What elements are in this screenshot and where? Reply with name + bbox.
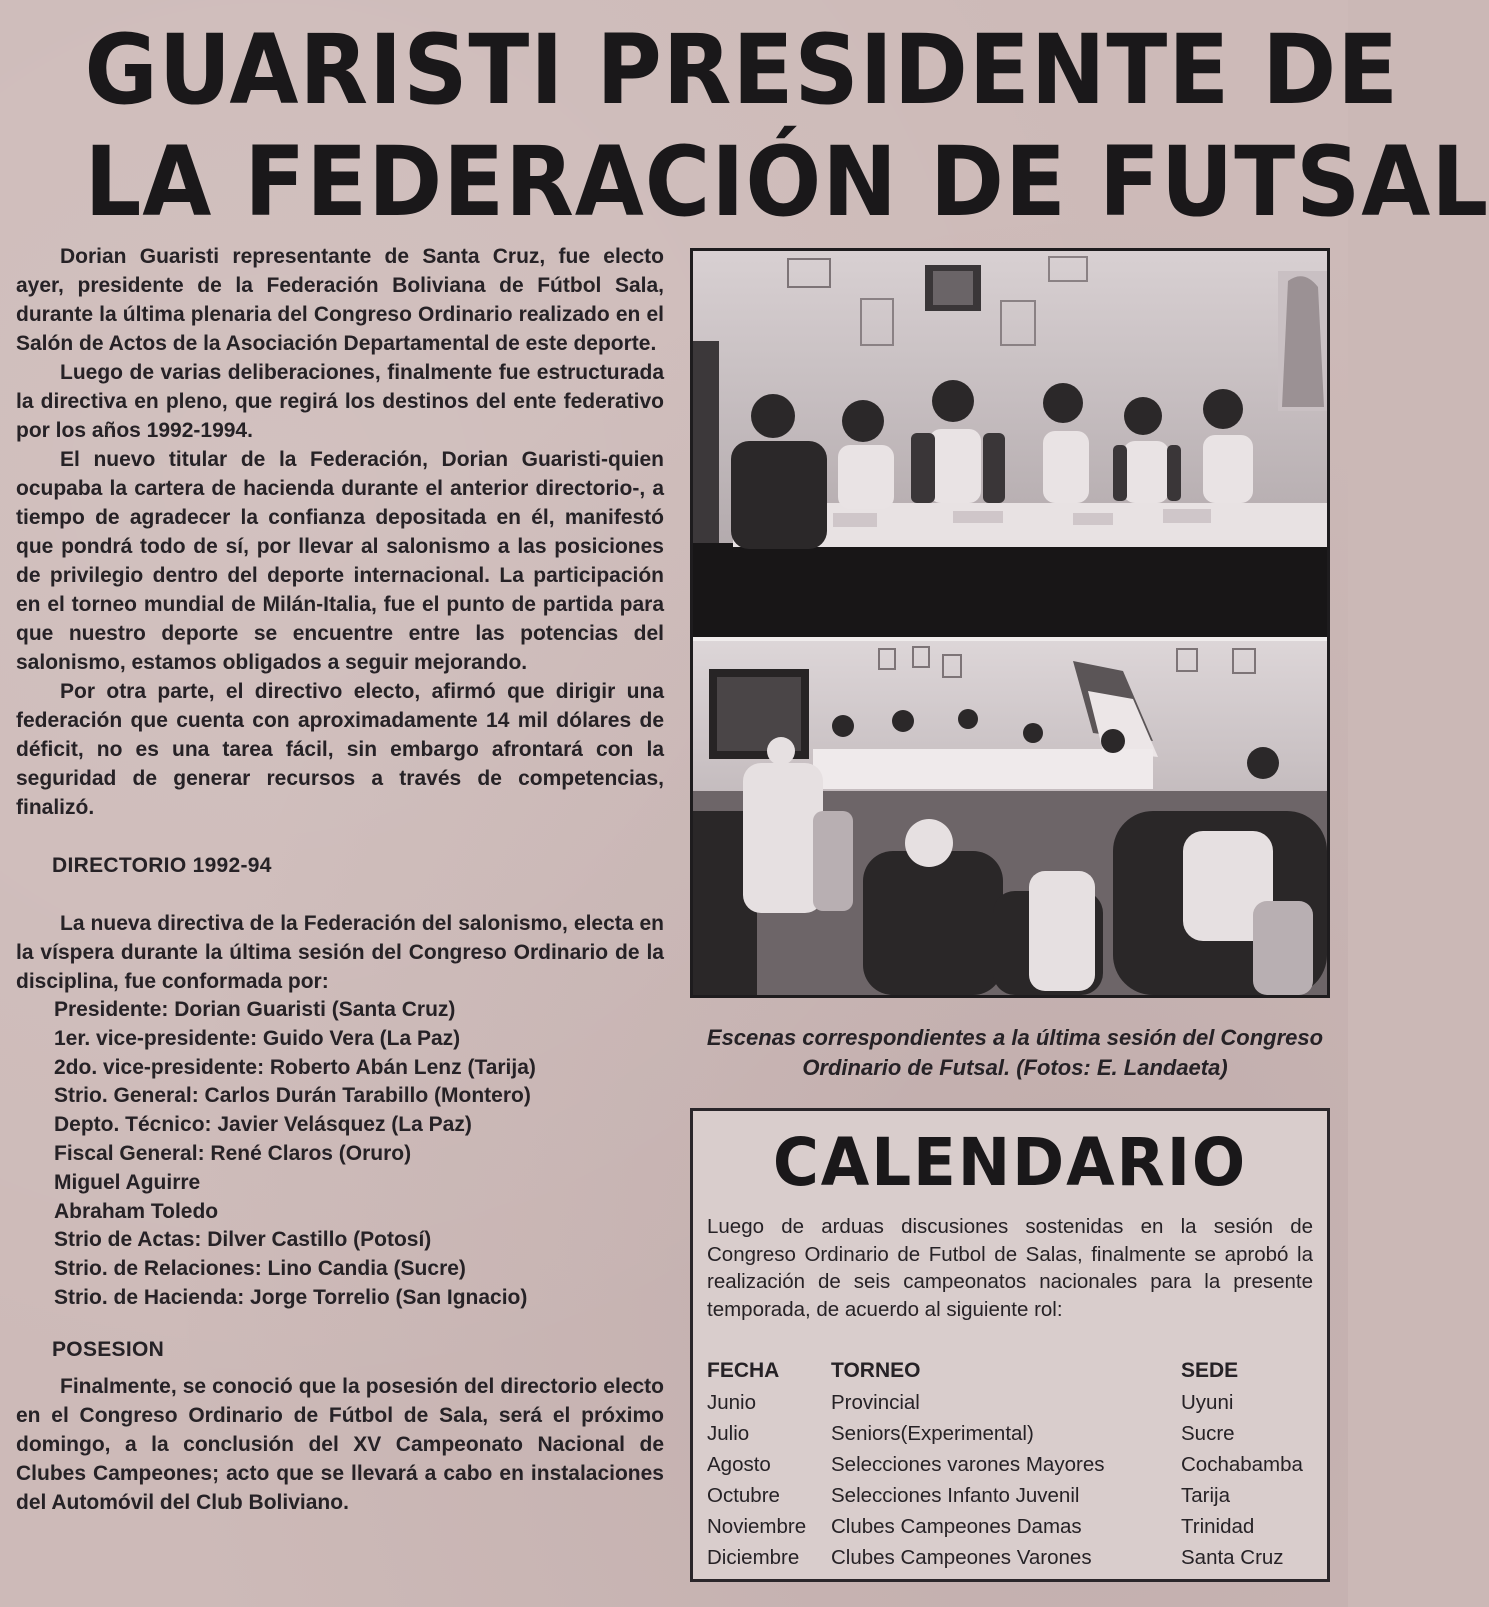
posesion-paragraph: Finalmente, se conoció que la posesión del directorio electo en el Congreso Ordinario de Fútbol de Sala, será el próximo domingo, a la conclusión del XV Campeonato Nacional de Clubes Campeones; acto que se llevará a cabo en instalaciones del Automóvil del Club Boliviano. [16, 1374, 664, 1514]
table-row [707, 1387, 1319, 1418]
cell-torneo: Seniors(Experimental) [831, 1422, 1034, 1445]
cell-sede: Uyuni [1181, 1391, 1234, 1414]
table-row [707, 1418, 1319, 1449]
cell-sede: Tarija [1181, 1484, 1230, 1507]
cell-torneo: Selecciones Infanto Juvenil [831, 1484, 1080, 1507]
calendario-intro: Luego de arduas discusiones sostenidas en la sesión de Congreso Ordinario de Futbol de Salas, finalmente se aprobó la realización de seis campeonatos nacionales para la presente temporada, de acuerdo al siguiente rol: [707, 1215, 1313, 1321]
directorio-roster [16, 996, 664, 1313]
directorio-heading: DIRECTORIO 1992-94 [52, 854, 272, 877]
roster-item: Presidente: Dorian Guaristi (Santa Cruz) [54, 998, 456, 1021]
cell-sede: Sucre [1181, 1422, 1235, 1445]
session-photos [690, 248, 1330, 998]
cell-torneo: Selecciones varones Mayores [831, 1453, 1105, 1476]
cell-torneo: Provincial [831, 1391, 920, 1414]
roster-item: 2do. vice-presidente: Roberto Abán Lenz (Tarija) [54, 1055, 536, 1079]
roster-item: Miguel Aguirre [54, 1170, 201, 1194]
headline-line-2: LA FEDERACIÓN DE FUTSAL [84, 126, 1489, 238]
cell-torneo: Clubes Campeones Varones [831, 1546, 1092, 1569]
photo-scene-bottom [693, 639, 1327, 995]
roster-item: Strio. de Relaciones: Lino Candia (Sucre) [54, 1257, 466, 1281]
table-row [707, 1449, 1319, 1480]
cell-fecha: Diciembre [707, 1546, 800, 1569]
headline-line-1: GUARISTI PRESIDENTE DE [84, 14, 1400, 126]
roster-item: 1er. vice-presidente: Guido Vera (La Paz) [54, 1026, 461, 1050]
cell-fecha: Agosto [707, 1453, 771, 1476]
col-header-fecha: FECHA [707, 1359, 780, 1382]
cell-sede: Trinidad [1181, 1515, 1255, 1538]
roster-item: Strio de Actas: Dilver Castillo (Potosí) [54, 1228, 432, 1252]
roster-item: Strio. de Hacienda: Jorge Torrelio (San Ignacio) [54, 1285, 528, 1309]
roster-item: Abraham Toledo [54, 1199, 219, 1223]
cell-fecha: Junio [707, 1391, 757, 1414]
article-paragraph-3: El nuevo titular de la Federación, Dorian Guaristi-quien ocupaba la cartera de hacienda durante el anterior directorio-, a tiempo de agradecer la confianza depositada en él, manifestó que pondrá todo de sí, por llevar al salonismo a las posiciones de privilegio dentro del deporte internacional. La participación en el torneo mundial de Milán-Italia, fue el punto de partida para que nuestro deporte se encuentre entre las potencias del salonismo, estamos obligados a seguir mejorando. [16, 448, 664, 674]
cell-torneo: Clubes Campeones Damas [831, 1515, 1082, 1538]
calendario-box [690, 1108, 1330, 1582]
col-header-sede: SEDE [1181, 1359, 1239, 1382]
roster-item: Depto. Técnico: Javier Velásquez (La Paz) [54, 1113, 472, 1137]
session-photos-image [693, 251, 1327, 995]
posesion-heading: POSESION [52, 1337, 165, 1361]
cell-sede: Cochabamba [1181, 1453, 1303, 1476]
photo-scene-top [693, 251, 1327, 639]
roster-item: Fiscal General: René Claros (Oruro) [54, 1141, 412, 1165]
headline [84, 14, 1489, 238]
directorio-intro: La nueva directiva de la Federación del salonismo, electa en la víspera durante la última sesión del Congreso Ordinario de la disciplina, fue conformada por: [16, 912, 664, 993]
col-header-torneo: TORNEO [831, 1359, 921, 1382]
calendario-header-row [707, 1359, 1319, 1387]
roster-item: Strio. General: Carlos Durán Tarabillo (Montero) [54, 1084, 531, 1108]
article-paragraph-2: Luego de varias deliberaciones, finalmente fue estructurada la directiva en pleno, que regirá los destinos del ente federativo por los años 1992-1994. [16, 361, 664, 442]
calendario-table [707, 1359, 1319, 1573]
calendario-title: CALENDARIO [772, 1124, 1248, 1201]
cell-sede: Santa Cruz [1181, 1546, 1284, 1569]
table-row [707, 1511, 1319, 1542]
cell-fecha: Octubre [707, 1484, 780, 1507]
article-column [16, 242, 664, 1517]
table-row [707, 1480, 1319, 1511]
article-paragraph-1: Dorian Guaristi representante de Santa Cruz, fue electo ayer, presidente de la Federación Boliviana de Fútbol Sala, durante la última plenaria del Congreso Ordinario realizado en el Salón de Actos de la Asociación Departamental de este deporte. [16, 245, 664, 355]
cell-fecha: Noviembre [707, 1515, 807, 1538]
table-row [707, 1542, 1319, 1573]
photo-caption: Escenas correspondientes a la última sesión del Congreso Ordinario de Futsal. (Fotos: E. Landaeta) [706, 1025, 1324, 1080]
cell-fecha: Julio [707, 1422, 750, 1445]
article-paragraph-4: Por otra parte, el directivo electo, afirmó que dirigir una federación que cuenta con aproximadamente 14 mil dólares de déficit, no es una tarea fácil, sin embargo afrontará con la seguridad de generar recursos a través de competencias, finalizó. [16, 680, 664, 819]
